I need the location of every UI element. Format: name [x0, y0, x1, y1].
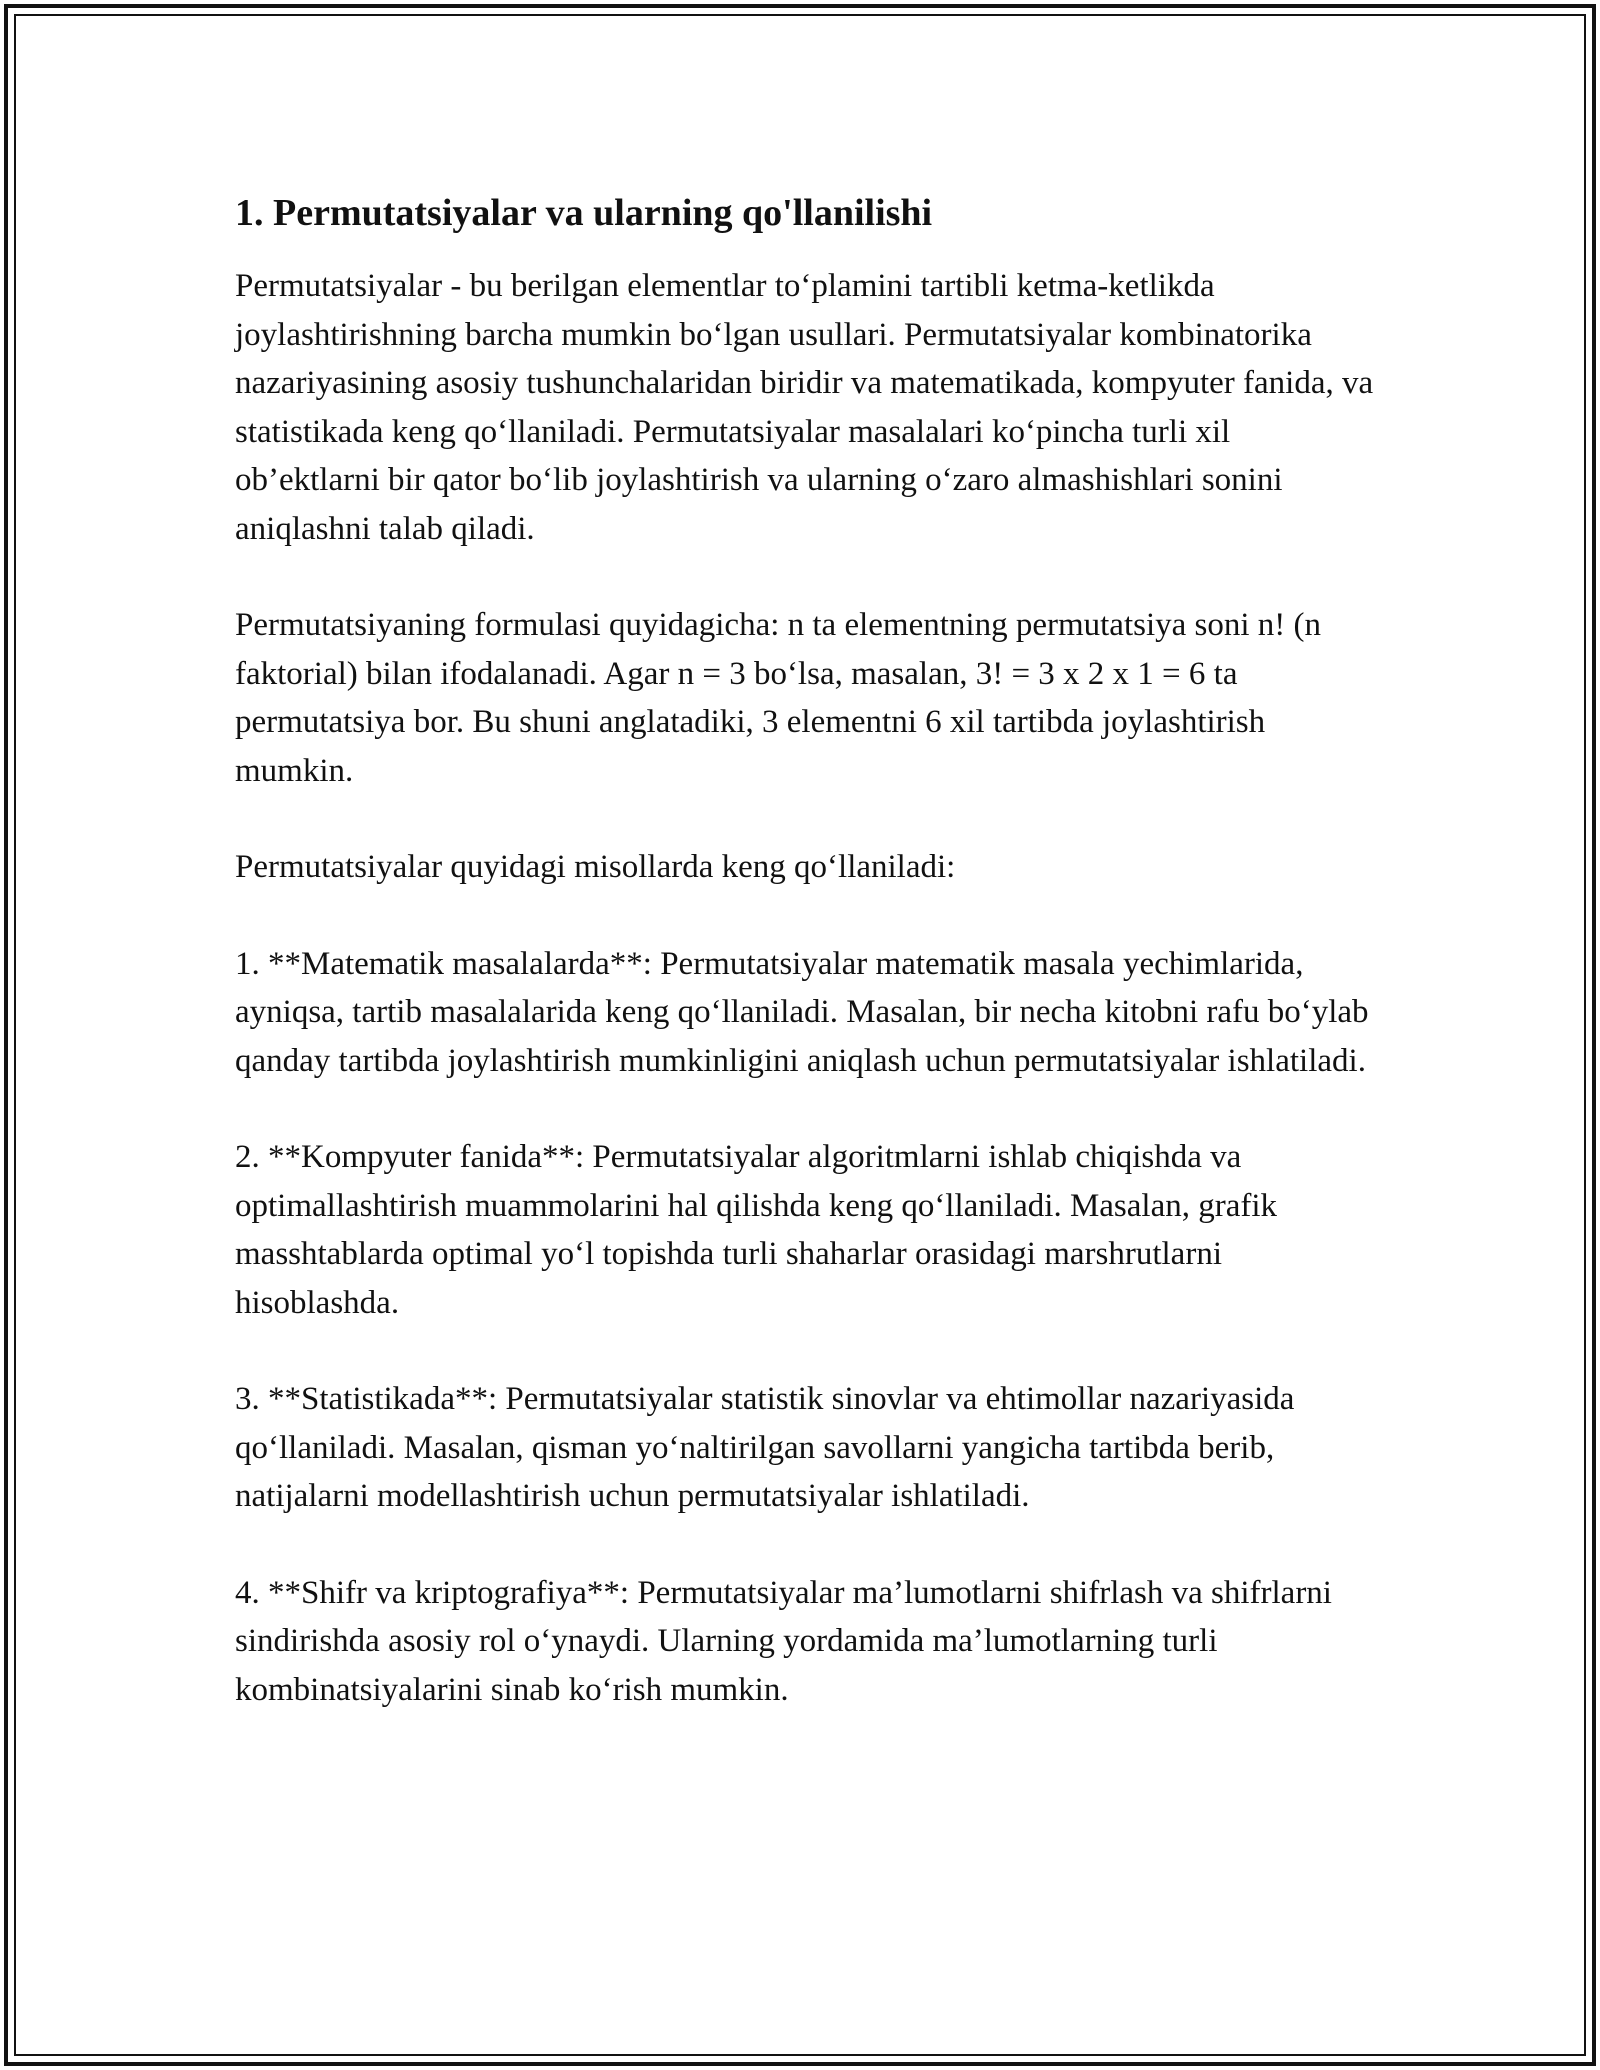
paragraph-formula: Permutatsiyaning formulasi quyidagicha: n ta elementning permutatsiya soni n! (n faktorial) bilan ifodalanadi. Agar n = 3 bo‘lsa, masalan, 3! = 3 x 2 x 1 = 6 ta permutatsiya bor. Bu shuni anglatadiki, 3 elementni 6 xil tartibda joylashtirish mumkin.: [235, 607, 1322, 789]
list-item-mathematics: 1. **Matematik masalalarda**: Permutatsiyalar matematik masala yechimlarida, ayniqsa, tartib masalalarida keng qo‘llaniladi. Masalan, bir necha kitobni rafu bo‘ylab qanday tartibda joylashtirish mumkinligini aniqlash uchun permutatsiyalar ishlatiladi.: [235, 945, 1369, 1079]
document-body: [235, 186, 1375, 1714]
list-item-computer-science: 2. **Kompyuter fanida**: Permutatsiyalar algoritmlarni ishlab chiqishda va optimallashtirish muammolarini hal qilishda keng qo‘llaniladi. Masalan, grafik masshtablarda optimal yo‘l topishda turli shaharlar orasidagi marshrutlarni hisoblashda.: [235, 1139, 1278, 1321]
paragraph-examples-intro: Permutatsiyalar quyidagi misollarda keng qo‘llaniladi:: [235, 849, 956, 885]
list-item-statistics: 3. **Statistikada**: Permutatsiyalar statistik sinovlar va ehtimollar nazariyasida qo‘llaniladi. Masalan, qisman yo‘naltirilgan savollarni yangicha tartibda berib, natijalarni modellashtirish uchun permutatsiyalar ishlatiladi.: [235, 1381, 1295, 1514]
page-title: 1. Permutatsiyalar va ularning qo'llanilishi: [235, 192, 933, 234]
list-item-cryptography: 4. **Shifr va kriptografiya**: Permutatsiyalar ma’lumotlarni shifrlash va shifrlarni sindirishda asosiy rol o‘ynaydi. Ularning yordamida ma’lumotlarning turli kombinatsiyalarini sinab ko‘rish mumkin.: [235, 1574, 1332, 1708]
paragraph-definition: Permutatsiyalar - bu berilgan elementlar to‘plamini tartibli ketma-ketlikda joylashtirishning barcha mumkin bo‘lgan usullari. Permutatsiyalar kombinatorika nazariyasining asosiy tushunchalaridan biridir va matematikada, kompyuter fanida, va statistikada keng qo‘llaniladi. Permutatsiyalar masalalari ko‘pincha turli xil ob’ektlarni bir qator bo‘lib joylashtirish va ularning o‘zaro almashishlari sonini aniqlashni talab qiladi.: [235, 268, 1374, 547]
